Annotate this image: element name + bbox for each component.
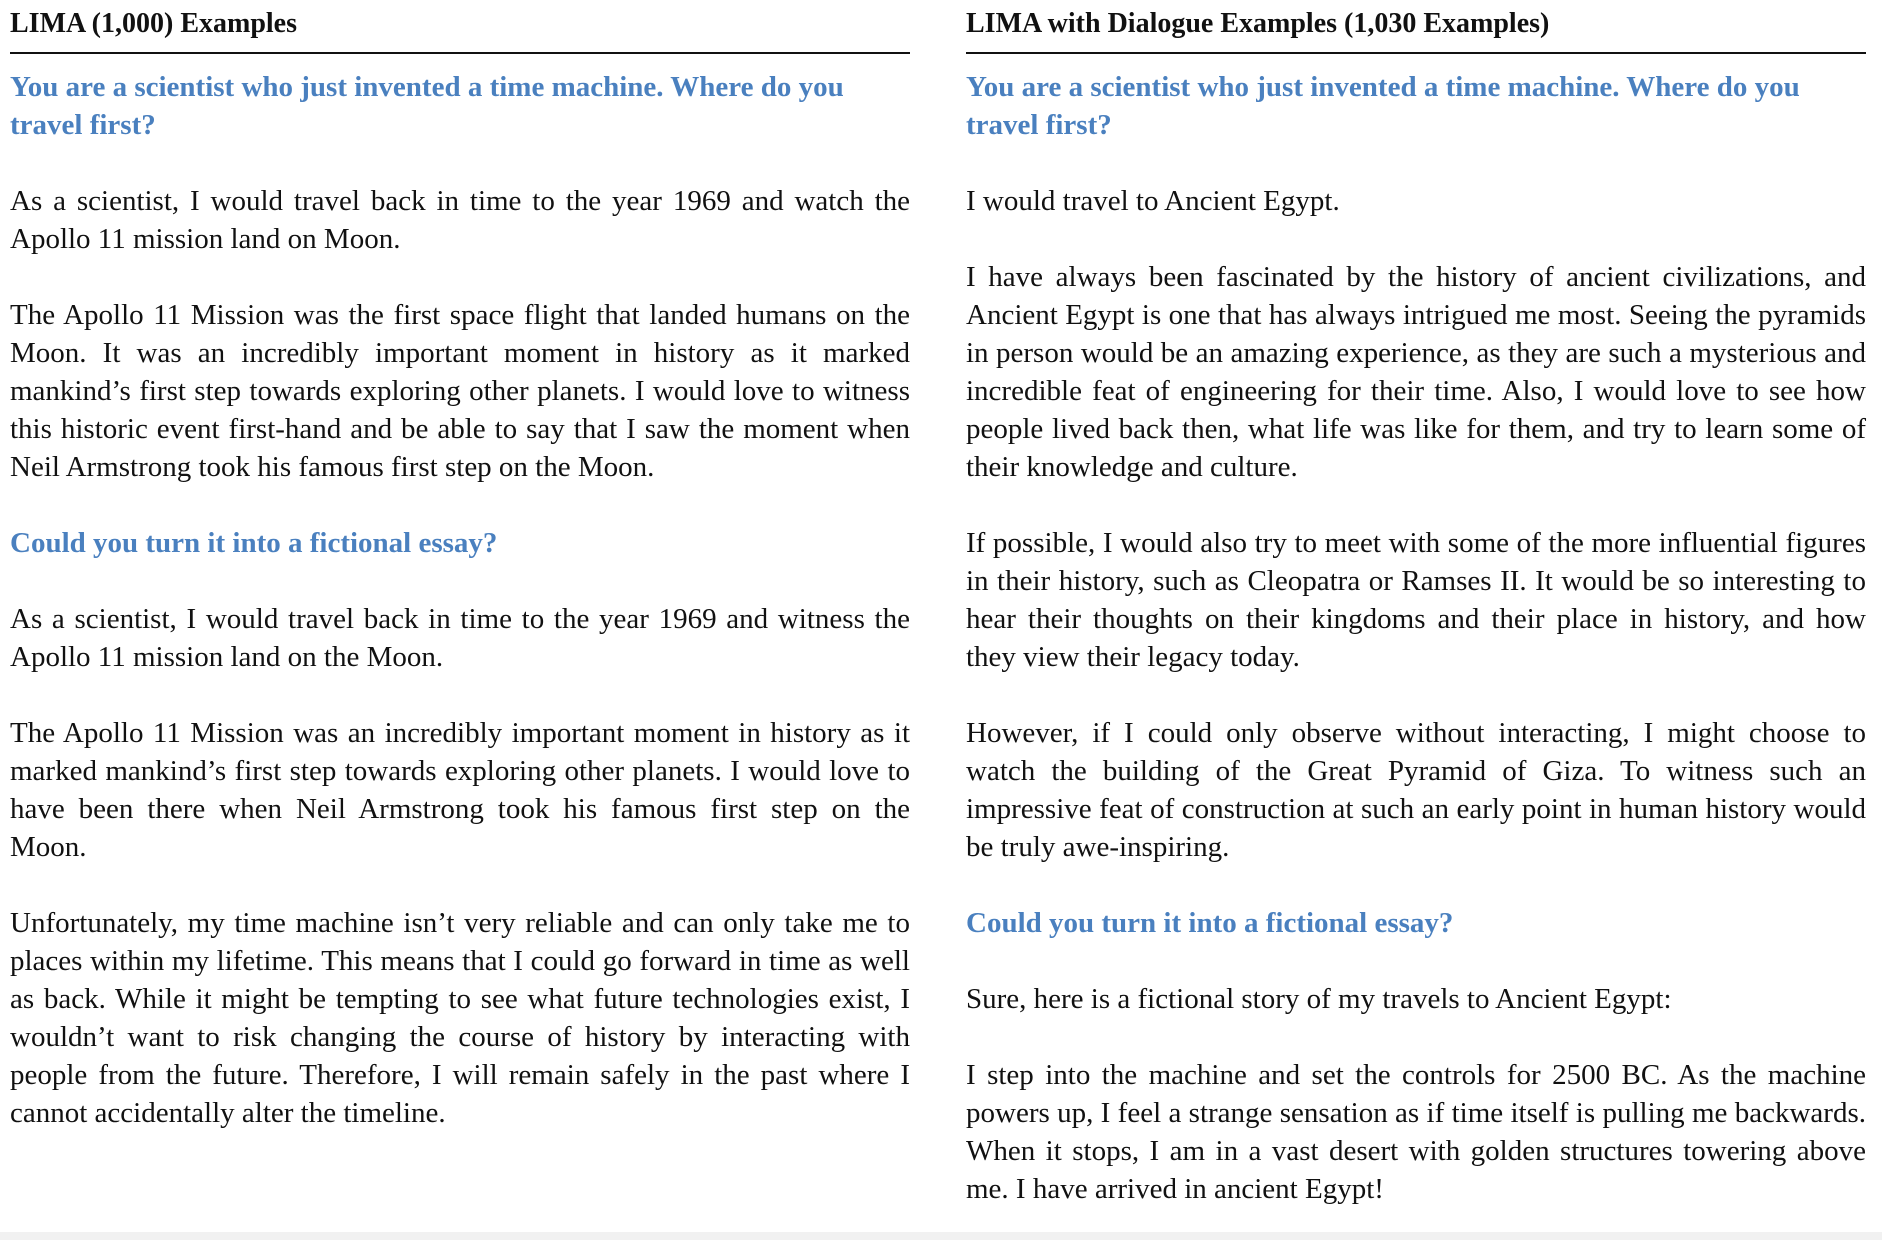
response-paragraph: Unfortunately, my time machine isn’t very reliable and can only take me to places within my lifetime. This means that I could go forward in time as well as back. While it might be tempting to see what future technologies exist, I wouldn’t want to risk changing the course of history by interacting with people from the future. Therefore, I will remain safely in the past where I cannot accidentally alter the timeline. bbox=[10, 907, 910, 1129]
response-paragraph: I would travel to Ancient Egypt. bbox=[966, 185, 1340, 217]
dialogue-turn-1 bbox=[966, 68, 1866, 866]
response-paragraph: I have always been fascinated by the history of ancient civilizations, and Ancient Egypt is one that has always intrigued me most. Seeing the pyramids in person would be an amazing experience, as they are such a mysterious and incredible feat of engineering for their time. Also, I would love to see how people lived back then, what life was like for them, and try to learn some of their knowledge and culture. bbox=[966, 261, 1866, 483]
response-paragraph: As a scientist, I would travel back in time to the year 1969 and watch the Apollo 11 mission land on Moon. bbox=[10, 185, 910, 255]
dialogue-turn-2 bbox=[966, 904, 1866, 1208]
response-paragraph: The Apollo 11 Mission was the first space flight that landed humans on the Moon. It was an incredibly important moment in history as it marked mankind’s first step towards exploring other planets. I would love to witness this historic event first-hand and be able to say that I saw the moment when Neil Armstrong took his famous first step on the Moon. bbox=[10, 299, 910, 483]
page-bottom-edge bbox=[0, 1232, 1882, 1240]
dialogue-turn-2 bbox=[10, 524, 910, 1132]
column-header: LIMA with Dialogue Examples (1,030 Examples) bbox=[966, 4, 1866, 54]
response-paragraph: As a scientist, I would travel back in time to the year 1969 and witness the Apollo 11 mission land on the Moon. bbox=[10, 603, 910, 673]
response-paragraph: If possible, I would also try to meet with some of the more influential figures in their history, such as Cleopatra or Ramses II. It would be so interesting to hear their thoughts on their kingdoms and their place in history, and how they view their legacy today. bbox=[966, 527, 1866, 673]
response-paragraph: Sure, here is a fictional story of my travels to Ancient Egypt: bbox=[966, 983, 1672, 1015]
user-prompt: Could you turn it into a fictional essay? bbox=[10, 527, 498, 559]
dialogue-turn-1 bbox=[10, 68, 910, 486]
user-prompt: You are a scientist who just invented a time machine. Where do you travel first? bbox=[10, 71, 844, 141]
response-paragraph: The Apollo 11 Mission was an incredibly important moment in history as it marked mankind’s first step towards exploring other planets. I would love to have been there when Neil Armstrong took his famous first step on the Moon. bbox=[10, 717, 910, 863]
response-paragraph: I step into the machine and set the controls for 2500 BC. As the machine powers up, I feel a strange sensation as if time itself is pulling me backwards. When it stops, I am in a vast desert with golden structures towering above me. I have arrived in ancient Egypt! bbox=[966, 1059, 1866, 1205]
response-paragraph: However, if I could only observe without interacting, I might choose to watch the building of the Great Pyramid of Giza. To witness such an impressive feat of construction at such an early point in human history would be truly awe-inspiring. bbox=[966, 717, 1866, 863]
column-lima-1000 bbox=[10, 4, 910, 1170]
column-header: LIMA (1,000) Examples bbox=[10, 4, 910, 54]
user-prompt: Could you turn it into a fictional essay? bbox=[966, 907, 1454, 939]
column-lima-dialogue-1030 bbox=[966, 4, 1866, 1246]
user-prompt: You are a scientist who just invented a time machine. Where do you travel first? bbox=[966, 71, 1800, 141]
